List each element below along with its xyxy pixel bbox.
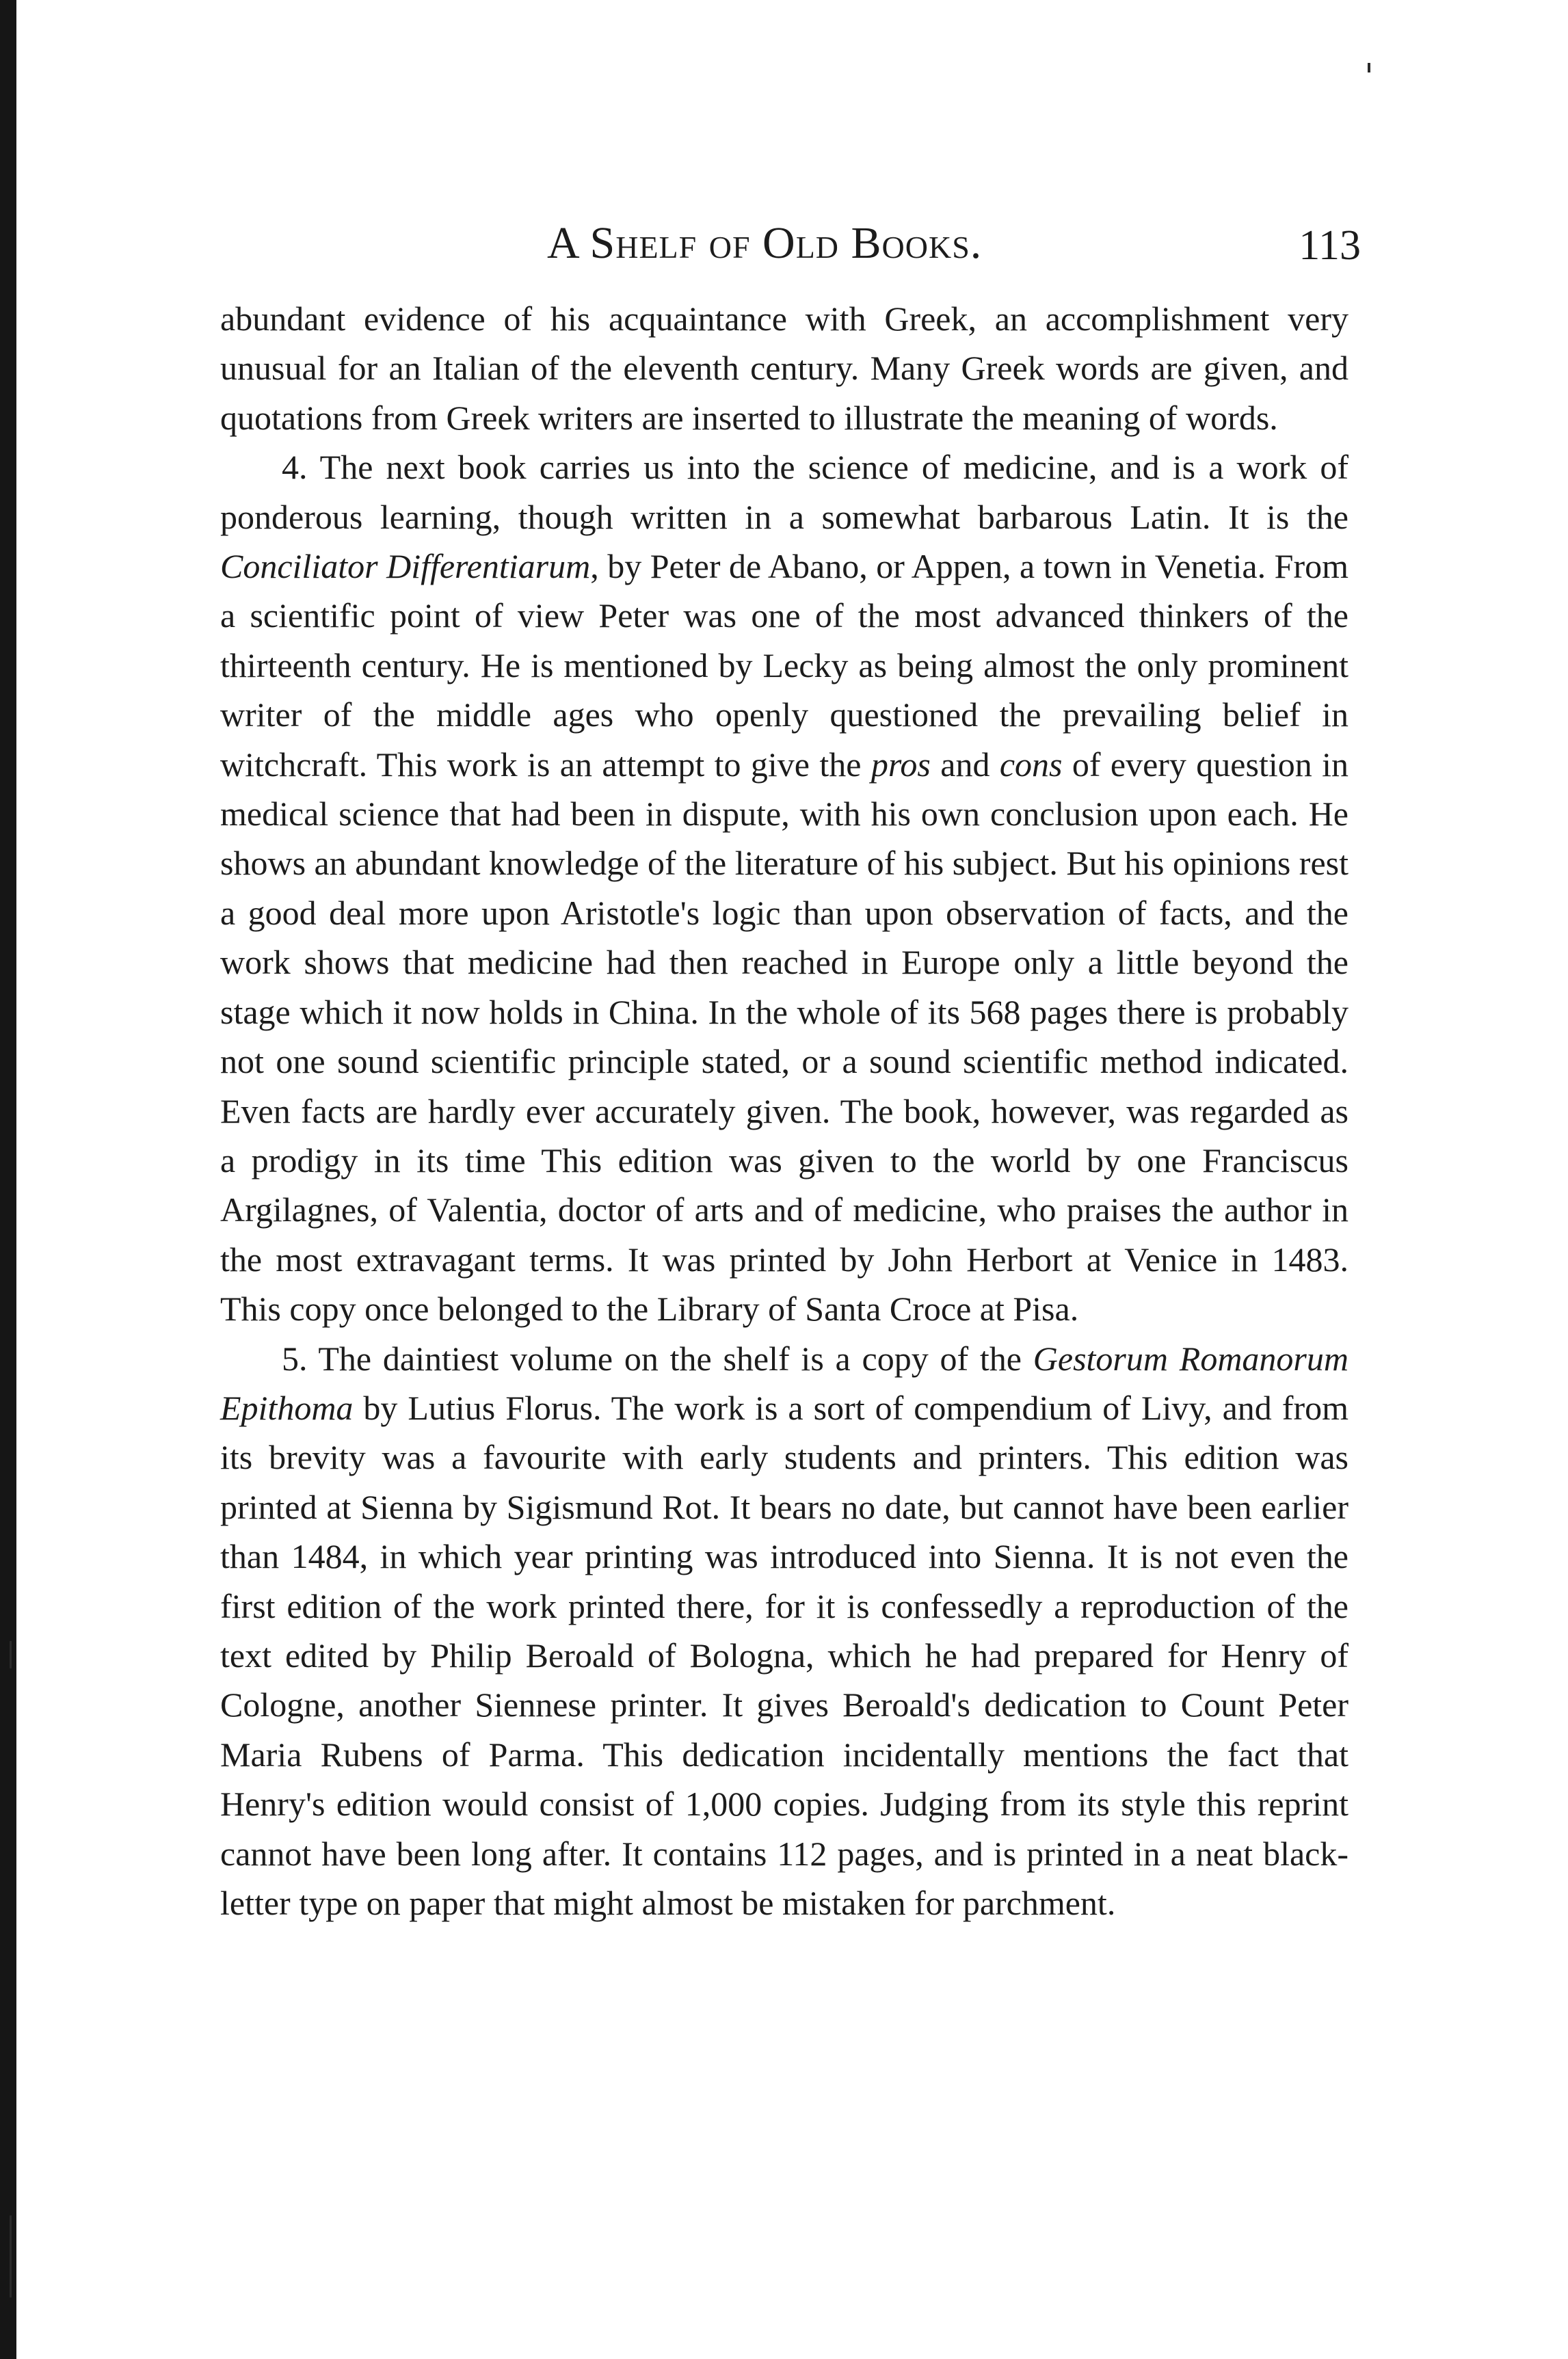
text-run: of every question in medical science that had been in dispute, with his own conclusion upon each. He shows an abundant knowledge of the literature of his subject. But his opinions rest a good deal more upon Aristotle's logic than upon observation of facts, and the work shows that medicine had then reached in Europe only a little beyond the stage which it now holds in China. In the whole of its 568 pages there is probably not one sound scientific principle stated, or a sound scientific method indicated. Even facts are hardly ever accurately given. The book, however, was regarded as a prodigy in its time This edition was given to the world by one Franciscus Argilagnes, of Valentia, doctor of arts and of medicine, who praises the author in the most extravagant terms. It was printed by John Herbort at Venice in 1483. This copy once belonged to the Library of Santa Croce at Pisa. bbox=[220, 745, 1349, 1329]
running-title: A Shelf of Old Books. bbox=[547, 218, 983, 268]
text-run: and bbox=[930, 745, 1000, 784]
paragraph-item-5 bbox=[220, 1334, 1348, 1928]
margin-speck bbox=[10, 1641, 12, 1668]
cons-italic: cons bbox=[999, 745, 1063, 784]
binding-edge bbox=[0, 0, 16, 2359]
text-run: abundant evidence of his acquaintance with Greek, an accomplishment very unusual for an Italian of the eleventh century. Many Greek words are given, and quotations from Greek writers are inserted to illustrate the meaning of words. bbox=[220, 299, 1348, 437]
page-header bbox=[205, 205, 1361, 287]
text-block bbox=[220, 294, 1348, 1928]
margin-speck bbox=[10, 2215, 12, 2297]
text-run: , by Peter de Abano, or Appen, a town in Venetia. From a scientific point of view Peter was one of the most advanced thinkers of the thirteenth century. He is mentioned by Lecky as being almost the only prominent writer of the middle ages who openly questioned the prevailing belief in witchcraft. This work is an attempt to give the bbox=[220, 547, 1348, 784]
margin-speck bbox=[1368, 63, 1370, 72]
pros-italic: pros bbox=[871, 745, 931, 784]
page-number: 113 bbox=[1299, 222, 1361, 269]
paragraph-item-4 bbox=[220, 442, 1348, 1333]
text-run: 5. The daintiest volume on the shelf is a copy of the bbox=[282, 1339, 1033, 1378]
book-title-italic: Gestorum Romanorum Epithoma bbox=[220, 1339, 1348, 1427]
paragraph-continuation bbox=[220, 294, 1348, 442]
book-title-italic: Conciliator Differentiarum bbox=[220, 547, 591, 586]
text-run: by Lutius Florus. The work is a sort of compendium of Livy, and from its brevity was a favourite with early students and printers. This edition was printed at Sienna by Sigismund Rot. It bears no date, but cannot have been earlier than 1484, in which year printing was introduced into Sienna. It is not even the first edition of the work printed there, for it is confessedly a reproduction of the text edited by Philip Beroald of Bologna, which he had prepared for Henry of Cologne, another Siennese printer. It gives Beroald's dedication to Count Peter Maria Rubens of Parma. This dedication incidentally mentions the fact that Henry's edition would consist of 1,000 copies. Judging from its style this reprint cannot have been long after. It contains 112 pages, and is printed in a neat black-letter type on paper that might almost be mistaken for parchment. bbox=[220, 1388, 1348, 1922]
text-run: 4. The next book carries us into the science of medicine, and is a work of ponderous learning, though written in a somewhat barbarous Latin. It is the bbox=[220, 448, 1348, 536]
